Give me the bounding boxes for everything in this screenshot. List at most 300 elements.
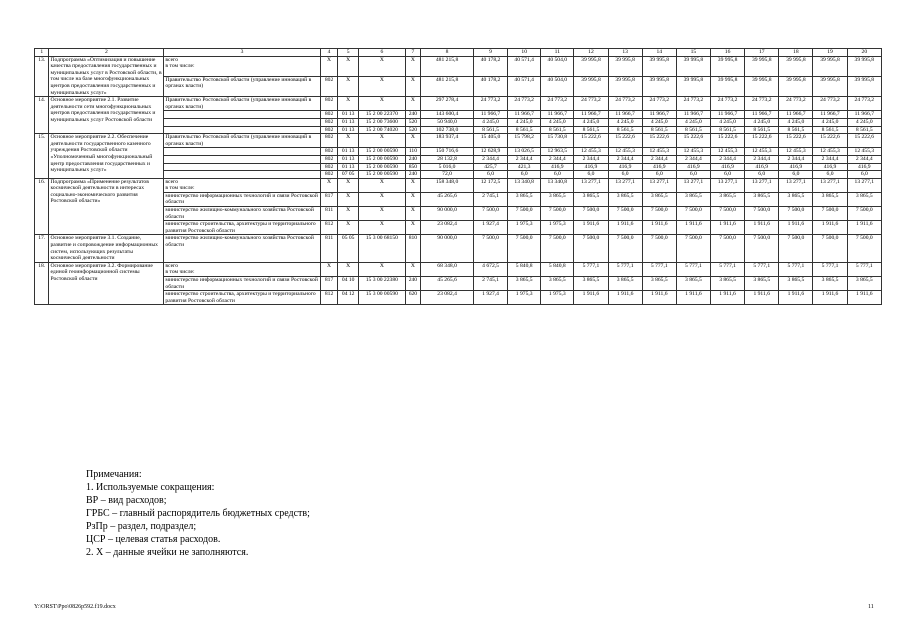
- year-amount: 5 777,1: [745, 262, 779, 276]
- rzpr-code: 01 13: [338, 163, 359, 171]
- csr-code: 15 3 00 68150: [359, 235, 406, 262]
- total-amount: 90 000,0: [421, 235, 474, 262]
- column-number-row: [35, 49, 882, 57]
- year-amount: 416,9: [608, 163, 642, 171]
- grbs-code: 802: [320, 155, 338, 163]
- year-amount: 24 773,2: [847, 97, 881, 111]
- notes-item: 2. Х – данные ячейки не заполняются.: [86, 547, 249, 558]
- year-amount: 11 966,7: [813, 111, 847, 119]
- year-amount: 6,0: [847, 171, 881, 179]
- year-amount: 1 975,3: [508, 221, 541, 235]
- year-amount: 12 628,9: [473, 148, 507, 156]
- total-amount: 102 738,0: [421, 126, 474, 134]
- year-amount: 1 927,4: [473, 221, 507, 235]
- vr-code: Х: [405, 134, 421, 148]
- total-amount: 150 716,6: [421, 148, 474, 156]
- vr-code: Х: [405, 178, 421, 192]
- csr-code: Х: [359, 262, 406, 276]
- vr-code: Х: [405, 97, 421, 111]
- year-amount: 39 995,8: [847, 56, 881, 76]
- year-amount: 1 911,6: [608, 221, 642, 235]
- year-amount: 11 966,7: [608, 111, 642, 119]
- responsible-executor: всего в том числе:: [164, 178, 320, 192]
- program-name: Подпрограмма «Применение результатов космической деятельности в интересах социально-экономического развития Ростовской области»: [49, 178, 164, 235]
- program-name: Основное мероприятие 2.1. Развитие деятельности сети многофункциональных центров предоставления государственных и муниципальных услуг Ростовской области: [49, 97, 164, 134]
- year-amount: 39 995,8: [779, 76, 813, 96]
- responsible-executor: [164, 118, 320, 126]
- year-amount: 8 561,5: [642, 126, 676, 134]
- year-amount: 3 865,5: [608, 277, 642, 291]
- year-amount: 7 500,0: [574, 235, 608, 262]
- year-amount: 6,0: [676, 171, 710, 179]
- year-amount: 8 561,5: [676, 126, 710, 134]
- vr-code: Х: [405, 221, 421, 235]
- year-amount: 7 500,0: [642, 207, 676, 221]
- rzpr-code: 04 12: [338, 291, 359, 305]
- year-amount: 5 777,1: [608, 262, 642, 276]
- grbs-code: 802: [320, 148, 338, 156]
- column-number-cell: 4: [320, 49, 338, 57]
- year-amount: 39 995,8: [608, 56, 642, 76]
- csr-code: Х: [359, 192, 406, 206]
- csr-code: 15 3 00 00590: [359, 291, 406, 305]
- year-amount: 24 773,2: [711, 97, 745, 111]
- year-amount: 2 745,1: [473, 277, 507, 291]
- year-amount: 1 911,6: [711, 221, 745, 235]
- year-amount: 8 561,5: [711, 126, 745, 134]
- grbs-code: 802: [320, 163, 338, 171]
- row-number: 15.: [35, 134, 49, 179]
- total-amount: 183 937,4: [421, 134, 474, 148]
- rzpr-code: 01 13: [338, 111, 359, 119]
- year-amount: 15 730,8: [541, 134, 574, 148]
- year-amount: 4 245,0: [574, 118, 608, 126]
- year-amount: 7 500,0: [711, 207, 745, 221]
- row-number: 14.: [35, 97, 49, 134]
- responsible-executor: всего в том числе:: [164, 262, 320, 276]
- year-amount: 40 571,4: [508, 76, 541, 96]
- vr-code: Х: [405, 262, 421, 276]
- grbs-code: 802: [320, 134, 338, 148]
- year-amount: 40 178,2: [473, 56, 507, 76]
- year-amount: 12 172,5: [473, 178, 507, 192]
- grbs-code: 811: [320, 235, 338, 262]
- year-amount: 7 500,0: [676, 235, 710, 262]
- year-amount: 416,9: [745, 163, 779, 171]
- year-amount: 2 344,4: [813, 155, 847, 163]
- vr-code: Х: [405, 207, 421, 221]
- year-amount: 11 966,7: [779, 111, 813, 119]
- year-amount: 8 561,5: [473, 126, 507, 134]
- year-amount: 5 777,1: [779, 262, 813, 276]
- csr-code: 15 2 00 74020: [359, 126, 406, 134]
- csr-code: 15 2 00 00590: [359, 148, 406, 156]
- year-amount: 3 865,5: [676, 277, 710, 291]
- responsible-executor: министерство информационных технологий и связи Ростовской области: [164, 192, 320, 206]
- year-amount: 39 995,8: [813, 76, 847, 96]
- year-amount: 39 995,8: [574, 76, 608, 96]
- year-amount: 7 500,0: [711, 235, 745, 262]
- vr-code: 850: [405, 163, 421, 171]
- year-amount: 4 245,0: [779, 118, 813, 126]
- rzpr-code: Х: [338, 178, 359, 192]
- grbs-code: 811: [320, 207, 338, 221]
- year-amount: 12 455,3: [574, 148, 608, 156]
- year-amount: 39 995,8: [745, 56, 779, 76]
- responsible-executor: Правительство Ростовской области (управление инноваций в органах власти): [164, 76, 320, 96]
- year-amount: 40 504,0: [541, 56, 574, 76]
- row-number: 16.: [35, 178, 49, 235]
- total-amount: 50 940,0: [421, 118, 474, 126]
- year-amount: 1 975,3: [508, 291, 541, 305]
- year-amount: 8 561,5: [541, 126, 574, 134]
- year-amount: 7 500,0: [574, 207, 608, 221]
- year-amount: 1 911,6: [847, 221, 881, 235]
- year-amount: 39 995,8: [847, 76, 881, 96]
- year-amount: 12 455,3: [676, 148, 710, 156]
- year-amount: 4 245,0: [642, 118, 676, 126]
- year-amount: 12 455,3: [608, 148, 642, 156]
- year-amount: 39 995,8: [813, 56, 847, 76]
- responsible-executor: Правительство Ростовской области (управление инноваций в органах власти): [164, 134, 320, 148]
- year-amount: 15 222,6: [608, 134, 642, 148]
- rzpr-code: 07 05: [338, 171, 359, 179]
- responsible-executor: [164, 155, 320, 163]
- csr-code: 15 3 00 22380: [359, 277, 406, 291]
- column-number-cell: 9: [473, 49, 507, 57]
- year-amount: 5 777,1: [813, 262, 847, 276]
- year-amount: 12 455,3: [745, 148, 779, 156]
- year-amount: 13 277,1: [608, 178, 642, 192]
- year-amount: 6,0: [608, 171, 642, 179]
- responsible-executor: [164, 163, 320, 171]
- year-amount: 15 222,6: [711, 134, 745, 148]
- year-amount: 15 222,6: [642, 134, 676, 148]
- year-amount: 7 500,0: [508, 207, 541, 221]
- column-number-cell: 3: [164, 49, 320, 57]
- year-amount: 6,0: [642, 171, 676, 179]
- row-number: 18.: [35, 262, 49, 305]
- table-row: [35, 56, 882, 76]
- year-amount: 13 277,1: [745, 178, 779, 192]
- year-amount: 4 245,0: [508, 118, 541, 126]
- year-amount: 13 026,5: [508, 148, 541, 156]
- year-amount: 39 995,8: [745, 76, 779, 96]
- year-amount: 416,9: [541, 163, 574, 171]
- year-amount: 2 745,1: [473, 192, 507, 206]
- csr-code: Х: [359, 97, 406, 111]
- year-amount: 15 222,6: [847, 134, 881, 148]
- year-amount: 4 245,0: [847, 118, 881, 126]
- year-amount: 1 911,6: [745, 291, 779, 305]
- year-amount: 6,0: [813, 171, 847, 179]
- year-amount: 7 500,0: [676, 207, 710, 221]
- notes-item: ЦСР – целевая статья расходов.: [86, 534, 221, 545]
- year-amount: 40 571,4: [508, 56, 541, 76]
- year-amount: 8 561,5: [574, 126, 608, 134]
- csr-code: Х: [359, 56, 406, 76]
- year-amount: 24 773,2: [779, 97, 813, 111]
- year-amount: 3 865,5: [574, 192, 608, 206]
- year-amount: 3 865,5: [779, 192, 813, 206]
- year-amount: 5 840,8: [508, 262, 541, 276]
- page-number: 11: [868, 604, 874, 610]
- year-amount: 39 995,8: [676, 56, 710, 76]
- year-amount: 416,9: [574, 163, 608, 171]
- year-amount: 2 344,4: [745, 155, 779, 163]
- year-amount: 13 277,1: [642, 178, 676, 192]
- rzpr-code: 01 13: [338, 148, 359, 156]
- year-amount: 3 865,5: [508, 277, 541, 291]
- year-amount: 7 500,0: [779, 207, 813, 221]
- grbs-code: 802: [320, 97, 338, 111]
- year-amount: 7 500,0: [813, 207, 847, 221]
- responsible-executor: министерство жилищно-коммунального хозяйства Ростовской области: [164, 235, 320, 262]
- rzpr-code: Х: [338, 56, 359, 76]
- responsible-executor: [164, 126, 320, 134]
- grbs-code: Х: [320, 178, 338, 192]
- responsible-executor: [164, 171, 320, 179]
- year-amount: 416,9: [779, 163, 813, 171]
- year-amount: 3 865,5: [779, 277, 813, 291]
- column-number-cell: 8: [421, 49, 474, 57]
- table-body: [35, 49, 882, 305]
- year-amount: 3 865,5: [574, 277, 608, 291]
- year-amount: 40 504,0: [541, 76, 574, 96]
- year-amount: 6,0: [745, 171, 779, 179]
- year-amount: 7 500,0: [642, 235, 676, 262]
- program-name: Основное мероприятие 2.2. Обеспечение деятельности государственного казенного учреждения Ростовской области «Уполномоченный многофункциональный центр предоставления государственных и муниципальных услуг»: [49, 134, 164, 179]
- year-amount: 7 500,0: [608, 207, 642, 221]
- year-amount: 4 245,0: [608, 118, 642, 126]
- year-amount: 24 773,2: [574, 97, 608, 111]
- year-amount: 7 500,0: [473, 235, 507, 262]
- responsible-executor: министерство жилищно-коммунального хозяйства Ростовской области: [164, 207, 320, 221]
- year-amount: 8 561,5: [508, 126, 541, 134]
- year-amount: 5 777,1: [711, 262, 745, 276]
- year-amount: 39 995,8: [779, 56, 813, 76]
- year-amount: 3 865,5: [847, 277, 881, 291]
- year-amount: 1 911,6: [642, 291, 676, 305]
- year-amount: 7 500,0: [813, 235, 847, 262]
- total-amount: 90 000,0: [421, 207, 474, 221]
- year-amount: 13 277,1: [813, 178, 847, 192]
- notes-item: 1. Используемые сокращения:: [86, 482, 215, 493]
- csr-code: Х: [359, 207, 406, 221]
- table-row: [35, 134, 882, 148]
- year-amount: 12 455,3: [847, 148, 881, 156]
- year-amount: 1 911,6: [711, 291, 745, 305]
- year-amount: 3 865,5: [541, 192, 574, 206]
- csr-code: 15 2 00 00590: [359, 163, 406, 171]
- column-number-cell: 15: [676, 49, 710, 57]
- year-amount: 1 911,6: [642, 221, 676, 235]
- column-number-cell: 17: [745, 49, 779, 57]
- year-amount: 13 277,1: [676, 178, 710, 192]
- csr-code: Х: [359, 134, 406, 148]
- year-amount: 1 911,6: [676, 291, 710, 305]
- column-number-cell: 11: [541, 49, 574, 57]
- year-amount: 3 865,5: [813, 277, 847, 291]
- year-amount: 6,0: [711, 171, 745, 179]
- year-amount: 3 865,5: [711, 192, 745, 206]
- year-amount: 13 277,1: [711, 178, 745, 192]
- total-amount: 68 348,0: [421, 262, 474, 276]
- year-amount: 1 911,6: [574, 291, 608, 305]
- vr-code: Х: [405, 76, 421, 96]
- year-amount: 7 500,0: [779, 235, 813, 262]
- year-amount: 6,0: [473, 171, 507, 179]
- year-amount: 11 966,7: [473, 111, 507, 119]
- year-amount: 5 777,1: [847, 262, 881, 276]
- year-amount: 3 865,5: [745, 192, 779, 206]
- rzpr-code: 05 05: [338, 235, 359, 262]
- notes-block: [86, 468, 310, 559]
- year-amount: 3 865,5: [745, 277, 779, 291]
- grbs-code: 812: [320, 221, 338, 235]
- column-number-cell: 7: [405, 49, 421, 57]
- rzpr-code: Х: [338, 76, 359, 96]
- year-amount: 12 455,3: [711, 148, 745, 156]
- year-amount: 7 500,0: [473, 207, 507, 221]
- csr-code: 15 2 00 00590: [359, 171, 406, 179]
- year-amount: 13 277,1: [574, 178, 608, 192]
- year-amount: 15 798,2: [508, 134, 541, 148]
- year-amount: 12 455,3: [642, 148, 676, 156]
- year-amount: 7 500,0: [745, 207, 779, 221]
- rzpr-code: Х: [338, 134, 359, 148]
- rzpr-code: 04 10: [338, 277, 359, 291]
- responsible-executor: [164, 148, 320, 156]
- responsible-executor: [164, 111, 320, 119]
- year-amount: 1 911,6: [813, 291, 847, 305]
- year-amount: 11 966,7: [508, 111, 541, 119]
- csr-code: 15 2 00 22370: [359, 111, 406, 119]
- rzpr-code: 01 13: [338, 118, 359, 126]
- vr-code: Х: [405, 56, 421, 76]
- year-amount: 39 995,8: [711, 76, 745, 96]
- grbs-code: 802: [320, 171, 338, 179]
- year-amount: 4 245,0: [813, 118, 847, 126]
- year-amount: 421,3: [508, 163, 541, 171]
- total-amount: 5 016,0: [421, 163, 474, 171]
- year-amount: 15 222,6: [745, 134, 779, 148]
- total-amount: 72,0: [421, 171, 474, 179]
- row-number: 17.: [35, 235, 49, 262]
- total-amount: 297 278,4: [421, 97, 474, 111]
- year-amount: 39 995,8: [676, 76, 710, 96]
- year-amount: 1 927,4: [473, 291, 507, 305]
- year-amount: 7 500,0: [508, 235, 541, 262]
- total-amount: 23 082,4: [421, 291, 474, 305]
- grbs-code: 802: [320, 76, 338, 96]
- year-amount: 39 995,8: [711, 56, 745, 76]
- program-name: Основное мероприятие 3.2. Формирование единой геоинформационной системы Ростовской области: [49, 262, 164, 305]
- year-amount: 3 865,5: [642, 192, 676, 206]
- year-amount: 8 561,5: [745, 126, 779, 134]
- vr-code: Х: [405, 192, 421, 206]
- year-amount: 1 911,6: [676, 221, 710, 235]
- year-amount: 39 995,8: [608, 76, 642, 96]
- responsible-executor: министерство строительства, архитектуры и территориального развития Ростовской области: [164, 291, 320, 305]
- year-amount: 6,0: [541, 171, 574, 179]
- year-amount: 3 865,5: [541, 277, 574, 291]
- column-number-cell: 18: [779, 49, 813, 57]
- table-row: [35, 97, 882, 111]
- year-amount: 24 773,2: [676, 97, 710, 111]
- year-amount: 24 773,2: [508, 97, 541, 111]
- program-name: Подпрограмма «Оптимизация и повышение качества предоставления государственных и муниципальных услуг в Ростовской области, в том числе на базе многофункциональных центров предоставления государственных и муниципальных услуг»: [49, 56, 164, 97]
- year-amount: 416,9: [711, 163, 745, 171]
- year-amount: 416,9: [676, 163, 710, 171]
- year-amount: 8 561,5: [813, 126, 847, 134]
- year-amount: 1 911,6: [608, 291, 642, 305]
- year-amount: 24 773,2: [473, 97, 507, 111]
- year-amount: 7 500,0: [847, 235, 881, 262]
- year-amount: 11 966,7: [574, 111, 608, 119]
- responsible-executor: министерство строительства, архитектуры и территориального развития Ростовской области: [164, 221, 320, 235]
- year-amount: 4 672,5: [473, 262, 507, 276]
- grbs-code: Х: [320, 56, 338, 76]
- year-amount: 11 966,7: [711, 111, 745, 119]
- budget-table: [34, 48, 882, 305]
- table-row: [35, 178, 882, 192]
- total-amount: 481 215,8: [421, 56, 474, 76]
- year-amount: 12 455,3: [813, 148, 847, 156]
- responsible-executor: всего в том числе:: [164, 56, 320, 76]
- year-amount: 416,9: [642, 163, 676, 171]
- year-amount: 5 777,1: [642, 262, 676, 276]
- vr-code: 110: [405, 148, 421, 156]
- year-amount: 39 995,8: [642, 56, 676, 76]
- row-number: 13.: [35, 56, 49, 97]
- table-row: [35, 235, 882, 262]
- year-amount: 2 344,4: [711, 155, 745, 163]
- year-amount: 24 773,2: [745, 97, 779, 111]
- year-amount: 1 975,3: [541, 221, 574, 235]
- year-amount: 39 995,8: [642, 76, 676, 96]
- year-amount: 3 865,5: [711, 277, 745, 291]
- grbs-code: 812: [320, 291, 338, 305]
- column-number-cell: 6: [359, 49, 406, 57]
- year-amount: 24 773,2: [541, 97, 574, 111]
- rzpr-code: Х: [338, 262, 359, 276]
- year-amount: 5 777,1: [676, 262, 710, 276]
- year-amount: 15 222,6: [813, 134, 847, 148]
- year-amount: 5 777,1: [574, 262, 608, 276]
- rzpr-code: 01 13: [338, 126, 359, 134]
- column-number-cell: 10: [508, 49, 541, 57]
- year-amount: 2 344,4: [541, 155, 574, 163]
- vr-code: 520: [405, 118, 421, 126]
- year-amount: 1 911,6: [779, 291, 813, 305]
- year-amount: 11 966,7: [745, 111, 779, 119]
- total-amount: 45 265,6: [421, 277, 474, 291]
- vr-code: 810: [405, 235, 421, 262]
- year-amount: 40 178,2: [473, 76, 507, 96]
- year-amount: 15 222,6: [574, 134, 608, 148]
- year-amount: 1 911,6: [745, 221, 779, 235]
- column-number-cell: 2: [49, 49, 164, 57]
- grbs-code: Х: [320, 262, 338, 276]
- column-number-cell: 14: [642, 49, 676, 57]
- year-amount: 13 277,1: [779, 178, 813, 192]
- column-number-cell: 5: [338, 49, 359, 57]
- year-amount: 1 911,6: [847, 291, 881, 305]
- vr-code: 240: [405, 155, 421, 163]
- year-amount: 4 245,0: [745, 118, 779, 126]
- year-amount: 15 222,6: [676, 134, 710, 148]
